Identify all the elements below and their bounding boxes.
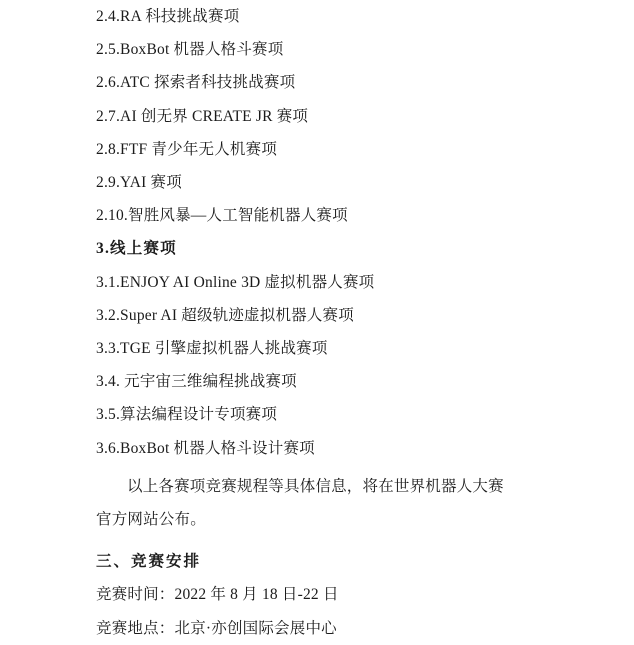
list-item-3-2: 3.2.Super AI 超级轨迹虚拟机器人赛项 bbox=[96, 306, 354, 324]
list-item-2-8: 2.8.FTF 青少年无人机赛项 bbox=[96, 140, 278, 158]
paragraph-line-2: 官方网站公布。 bbox=[96, 511, 206, 529]
section-heading-three: 三、竞赛安排 bbox=[96, 553, 202, 571]
list-item-3-3: 3.3.TGE 引擎虚拟机器人挑战赛项 bbox=[96, 340, 328, 358]
list-item-3-5: 3.5.算法编程设计专项赛项 bbox=[96, 406, 278, 424]
heading-spacer bbox=[96, 536, 576, 545]
competition-place-line: 竞赛地点：北京·亦创国际会展中心 bbox=[96, 619, 337, 637]
list-item-3-1: 3.1.ENJOY AI Online 3D 虚拟机器人赛项 bbox=[96, 273, 375, 291]
list-item-2-6: 2.6.ATC 探索者科技挑战赛项 bbox=[96, 74, 296, 92]
list-item-3-6: 3.6.BoxBot 机器人格斗设计赛项 bbox=[96, 439, 315, 457]
section-heading-3: 3.线上赛项 bbox=[96, 240, 177, 258]
list-item-2-7: 2.7.AI 创无界 CREATE JR 赛项 bbox=[96, 107, 309, 125]
list-item-2-10: 2.10.智胜风暴—人工智能机器人赛项 bbox=[96, 207, 348, 225]
competition-time-line: 竞赛时间：2022 年 8 月 18 日-22 日 bbox=[96, 586, 339, 604]
list-item-2-4: 2.4.RA 科技挑战赛项 bbox=[96, 8, 240, 25]
list-item-2-5: 2.5.BoxBot 机器人格斗赛项 bbox=[96, 41, 284, 59]
list-item-3-4: 3.4. 元宇宙三维编程挑战赛项 bbox=[96, 373, 297, 391]
list-item-2-9: 2.9.YAI 赛项 bbox=[96, 174, 182, 192]
paragraph-line-1: 以上各赛项竞赛规程等具体信息，将在世界机器人大赛 bbox=[127, 477, 504, 495]
